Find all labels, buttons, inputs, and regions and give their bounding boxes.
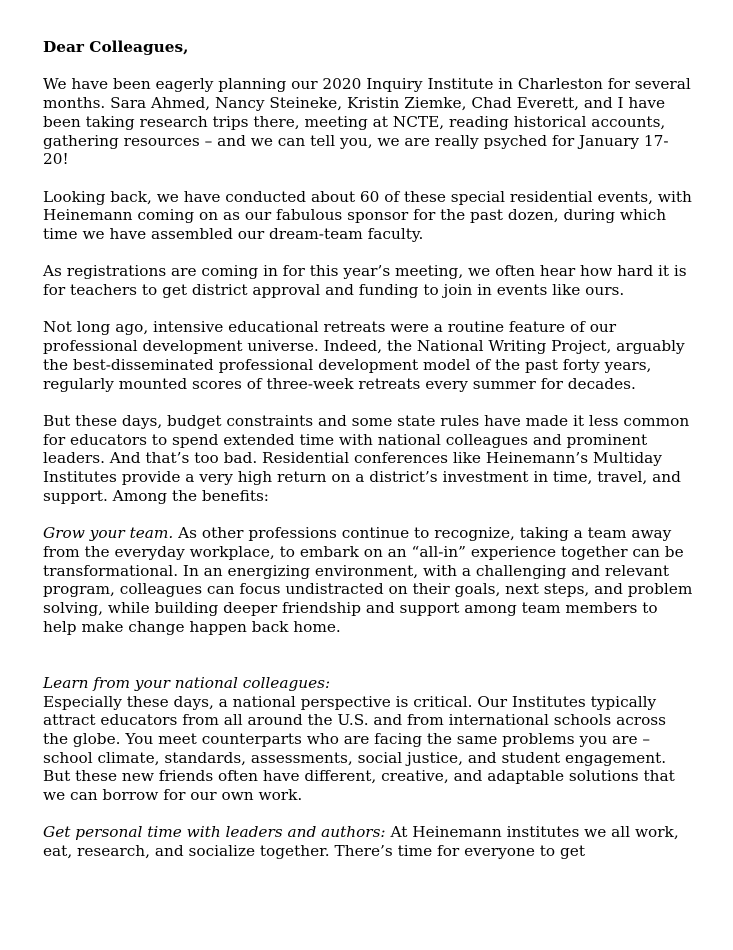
paragraph-budget: But these days, budget constraints and some state rules have made it less common for educators to spend extended time with national colleagues and prominent leaders. And that’s too bad. Residential conferences like Heinemann’s Multiday Institutes provide a very high return on a district’s investment in time, travel, and support. Among the benefits: [43, 411, 690, 505]
paragraph-national-colleagues [43, 674, 693, 805]
paragraph-retreats: Not long ago, intensive educational retreats were a routine feature of our professional development universe. Indeed, the National Writing Project, arguably the best-disseminated professional development model of the past forty years, regularly mounted scores of three-week retreats every summer for decades. [43, 318, 685, 393]
national-colleagues-body: Especially these days, a national perspective is critical. Our Institutes typically attract educators from all around the U.S. and from international schools across the globe. You meet counterparts who are facing the same problems you are – school climate, standards, assessments, social justice, and student engagement. But these new friends often have different, creative, and adaptable solutions that we can borrow for our own work. [43, 692, 675, 805]
paragraph-grow-team [43, 524, 693, 636]
paragraph-planning: We have been eagerly planning our 2020 Inquiry Institute in Charleston for several months. Sara Ahmed, Nancy Steineke, Kristin Ziemke, Chad Everett, and I have been taking research trips there, meeting at NCTE, reading historical accounts, gathering resources – and we can tell you, we are really psyched for January 17-20! [43, 75, 691, 169]
paragraph-registrations: As registrations are coming in for this year’s meeting, we often hear how hard it is for teachers to get district approval and funding to join in events like ours. [43, 262, 687, 300]
personal-time-heading: Get personal time with leaders and authors: [43, 823, 386, 842]
paragraph-history: Looking back, we have conducted about 60 of these special residential events, with Heinemann coming on as our fabulous sponsor for the past dozen, during which time we have assembled our dream-team faculty. [43, 187, 692, 243]
grow-team-body: As other professions continue to recognize, taking a team away from the everyday workplace, to embark on an “all-in” experience together can be transformational. In an energizing environment, with a challenging and relevant program, colleagues can focus undistracted on their goals, next steps, and problem solving, while building deeper friendship and support among team members to help make change happen back home. [43, 524, 693, 636]
personal-time-body: At Heinemann institutes we all work, eat, research, and socialize together. There’s time for everyone to get [43, 823, 679, 861]
salutation: Dear Colleagues, [43, 38, 189, 56]
grow-team-heading: Grow your team. [43, 524, 174, 543]
national-colleagues-heading: Learn from your national colleagues: [43, 673, 331, 692]
paragraph-personal-time [43, 823, 693, 860]
